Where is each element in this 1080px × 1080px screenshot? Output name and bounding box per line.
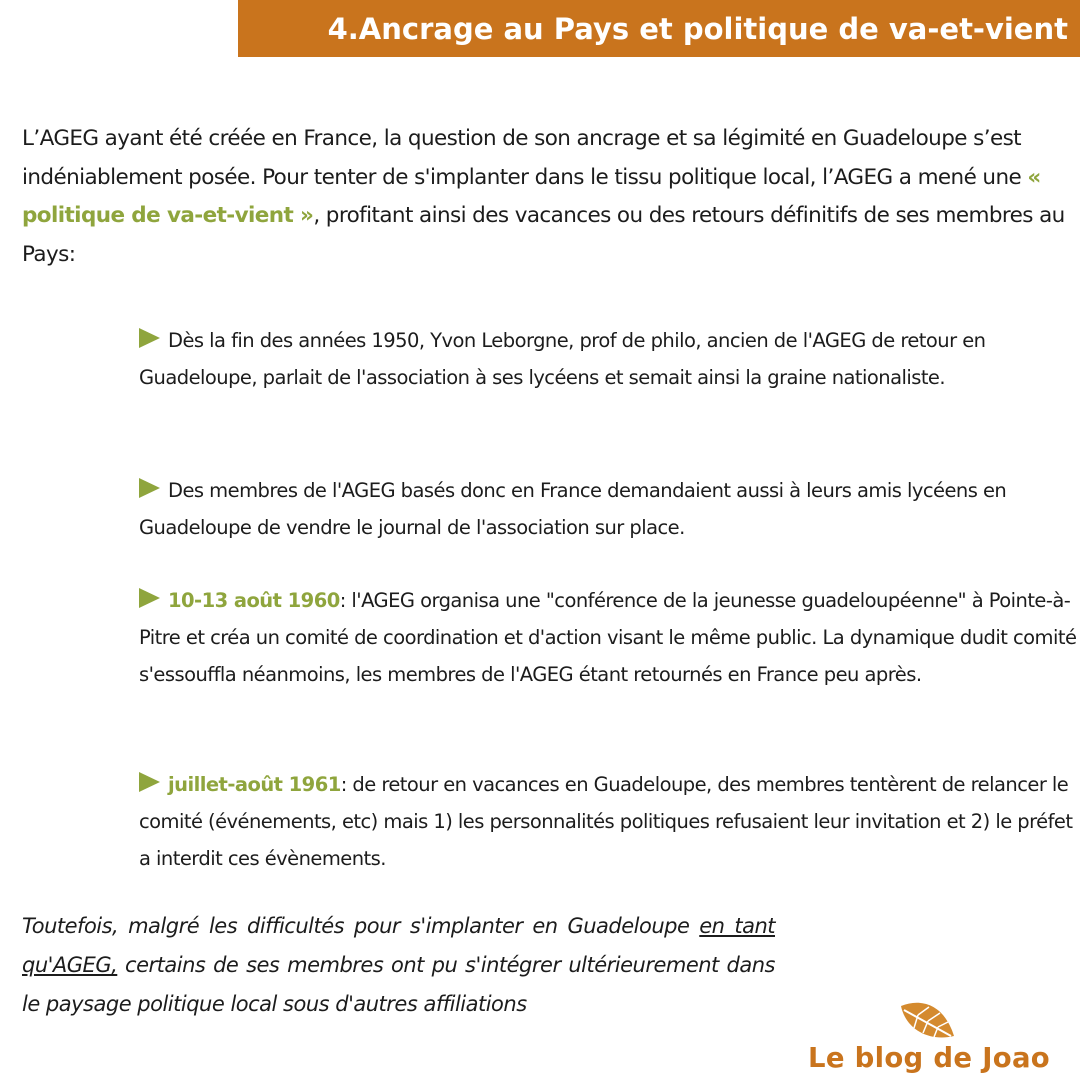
bullet-item <box>139 582 1080 693</box>
bullet-arrow-icon <box>139 478 160 498</box>
intro-paragraph <box>22 120 1072 274</box>
bullet-arrow-icon <box>139 772 160 792</box>
bullet-date: juillet-août 1961 <box>168 773 341 796</box>
bullet-arrow-icon <box>139 588 160 608</box>
bullet-item <box>139 472 1080 546</box>
leaf-icon <box>896 998 958 1042</box>
section-title: 4.Ancrage au Pays et politique de va-et-vient <box>327 11 1068 46</box>
bullet-item <box>139 766 1080 877</box>
bullet-text: Des membres de l'AGEG basés donc en France demandaient aussi à leurs amis lycéens en Guadeloupe de vendre le journal de l'association sur place. <box>139 479 1007 539</box>
bullet-item <box>139 322 1080 396</box>
bullet-arrow-icon <box>139 328 160 348</box>
bullet-text: : l'AGEG organisa une "conférence de la jeunesse guadeloupéenne" à Pointe-à-Pitre et créa un comité de coordination et d'action visant le même public. La dynamique dudit comité s'essouffla néanmoins, les membres de l'AGEG étant retournés en France peu après. <box>139 589 1077 686</box>
conclusion-underlined: en tant qu'AGEG, <box>22 914 775 977</box>
section-title-banner <box>238 0 1080 57</box>
conclusion-text-after: certains de ses membres ont pu s'intégrer ultérieurement dans le paysage politique local sous d'autres affiliations <box>22 953 775 1016</box>
conclusion-paragraph <box>22 907 775 1024</box>
conclusion-text-before: Toutefois, malgré les difficultés pour s'implanter en Guadeloupe <box>22 914 700 938</box>
intro-text-before: L’AGEG ayant été créée en France, la question de son ancrage et sa légimité en Guadeloupe s’est indéniablement posée. Pour tenter de s'implanter dans le tissu politique local, l’AGEG a mené une <box>22 126 1028 190</box>
intro-text-after: , profitant ainsi des vacances ou des retours définitifs de ses membres au Pays: <box>22 203 1065 267</box>
bullet-text: Dès la fin des années 1950, Yvon Leborgne, prof de philo, ancien de l'AGEG de retour en Guadeloupe, parlait de l'association à ses lycéens et semait ainsi la graine nationaliste. <box>139 329 986 389</box>
intro-highlight: « politique de va-et-vient » <box>22 164 1041 228</box>
bullet-text: : de retour en vacances en Guadeloupe, des membres tentèrent de relancer le comité (événements, etc) mais 1) les personnalités politiques refusaient leur invitation et 2) le préfet a interdit ces évènements. <box>139 773 1073 870</box>
bullet-date: 10-13 août 1960 <box>168 589 340 612</box>
blog-brand: Le blog de Joao <box>808 1042 1050 1074</box>
